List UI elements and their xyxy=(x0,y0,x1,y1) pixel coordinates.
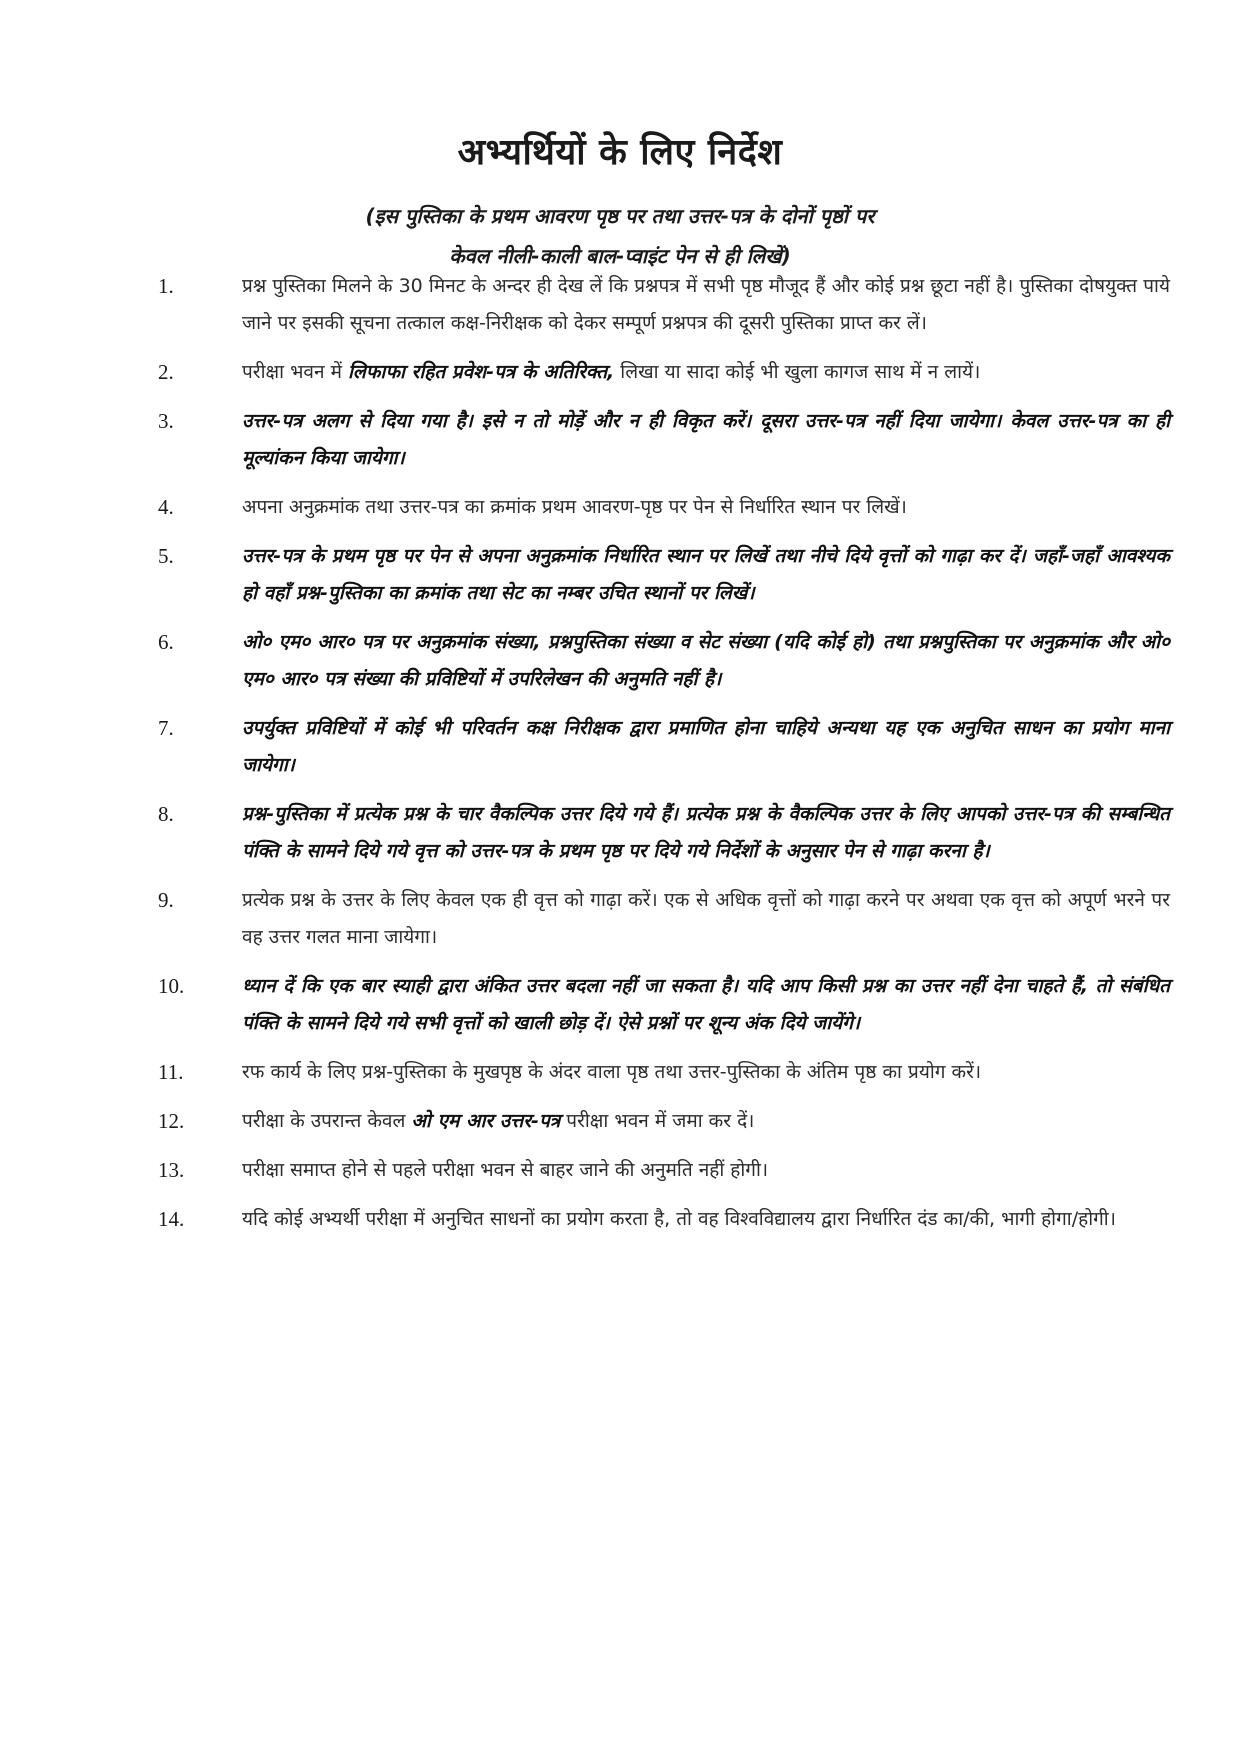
instruction-text-emphasis: उत्तर-पत्र अलग से दिया गया है। इसे न तो मोड़ें और न ही विकृत करें। दूसरा उत्तर-पत्र नहीं दिया जायेगा। केवल उत्तर-पत्र का ही मूल्यांकन किया जायेगा। xyxy=(242,410,1170,469)
instruction-item xyxy=(158,968,1170,1042)
subtitle-line-1: (इस पुस्तिका के प्रथम आवरण पृष्ठ पर तथा उत्तर-पत्र के दोनों पृष्ठों पर xyxy=(365,204,875,228)
instruction-number: 7. xyxy=(158,716,174,740)
instruction-number: 13. xyxy=(158,1158,185,1182)
instruction-text-segment: प्रश्न पुस्तिका मिलने के 30 मिनट के अन्दर ही देख लें कि प्रश्नपत्र में सभी पृष्ठ मौजूद हैं और कोई प्रश्न छूटा नहीं है। पुस्तिका दोषयुक्त पाये जाने पर इसकी सूचना तत्काल कक्ष-निरीक्षक को देकर सम्पूर्ण प्रश्नपत्र की दूसरी पुस्तिका प्राप्त कर लें। xyxy=(242,275,1170,334)
instruction-text xyxy=(242,1208,1116,1230)
instruction-number: 12. xyxy=(158,1109,185,1133)
instruction-text xyxy=(242,1159,768,1181)
instruction-number: 10. xyxy=(158,974,185,998)
instruction-text-segment: रफ कार्य के लिए प्रश्न-पुस्तिका के मुखपृष्ठ के अंदर वाला पृष्ठ तथा उत्तर-पुस्तिका के अंतिम पृष्ठ का प्रयोग करें। xyxy=(242,1061,982,1083)
instruction-item xyxy=(158,796,1170,870)
instruction-number: 14. xyxy=(158,1207,185,1231)
instruction-item xyxy=(158,710,1170,784)
subtitle-line-2: केवल नीली-काली बाल-प्वाइंट पेन से ही लिखें) xyxy=(449,244,791,268)
instruction-text xyxy=(242,361,980,383)
instruction-text xyxy=(242,631,1170,690)
instruction-text xyxy=(242,889,1170,948)
instruction-item xyxy=(158,1201,1170,1238)
instruction-text xyxy=(242,717,1170,776)
instruction-text xyxy=(242,275,1170,334)
instruction-item xyxy=(158,403,1170,477)
instruction-text xyxy=(242,975,1170,1034)
instruction-item xyxy=(158,1152,1170,1189)
page-title: अभ्यर्थियों के लिए निर्देश xyxy=(457,132,783,173)
instruction-text xyxy=(242,496,907,518)
instruction-number: 6. xyxy=(158,630,174,654)
instruction-text xyxy=(242,803,1170,862)
instruction-item xyxy=(158,538,1170,612)
instruction-number: 11. xyxy=(158,1060,184,1084)
instruction-item xyxy=(158,268,1170,342)
instruction-text xyxy=(242,545,1170,604)
instruction-text-segment: प्रत्येक प्रश्न के उत्तर के लिए केवल एक ही वृत्त को गाढ़ा करें। एक से अधिक वृत्तों को गाढ़ा करने पर अथवा एक वृत्त को अपूर्ण भरने पर वह उत्तर गलत माना जायेगा। xyxy=(242,889,1170,948)
instruction-text-segment: परीक्षा समाप्त होने से पहले परीक्षा भवन से बाहर जाने की अनुमति नहीं होगी। xyxy=(242,1159,769,1181)
instruction-text-emphasis: ओ एम आर उत्तर-पत्र xyxy=(411,1110,561,1132)
instruction-number: 9. xyxy=(158,888,174,912)
instruction-text-segment: परीक्षा भवन में xyxy=(242,361,348,383)
instruction-text-emphasis: उत्तर-पत्र के प्रथम पृष्ठ पर पेन से अपना अनुक्रमांक निर्धारित स्थान पर लिखें तथा नीचे दिये वृत्तों को गाढ़ा कर दें। जहाँ-जहाँ आवश्यक हो वहाँ प्रश्न-पुस्तिका का क्रमांक तथा सेट का नम्बर उचित स्थानों पर लिखें। xyxy=(242,545,1170,604)
instruction-text-emphasis: लिफाफा रहित प्रवेश-पत्र के अतिरिक्त, xyxy=(347,361,615,383)
instruction-number: 3. xyxy=(158,409,174,433)
instruction-number: 5. xyxy=(158,544,174,568)
instruction-text xyxy=(242,1061,981,1083)
instruction-text xyxy=(242,1110,754,1132)
instruction-text-segment: परीक्षा भवन में जमा कर दें। xyxy=(560,1110,755,1132)
instruction-text-emphasis: प्रश्न-पुस्तिका में प्रत्येक प्रश्न के चार वैकल्पिक उत्तर दिये गये हैं। प्रत्येक प्रश्न के वैकल्पिक उत्तर के लिए आपको उत्तर-पत्र की सम्बन्धित पंक्ति के सामने दिये गये वृत्त को उत्तर-पत्र के प्रथम पृष्ठ पर दिये गये निर्देशों के अनुसार पेन से गाढ़ा करना है। xyxy=(242,803,1170,862)
instructions-list xyxy=(158,268,1170,1250)
instruction-text-emphasis: ध्यान दें कि एक बार स्याही द्वारा अंकित उत्तर बदला नहीं जा सकता है। यदि आप किसी प्रश्न का उत्तर नहीं देना चाहते हैं, तो संबंधित पंक्ति के सामने दिये गये सभी वृत्तों को खाली छोड़ दें। ऐसे प्रश्नों पर शून्य अंक दिये जायेंगे। xyxy=(242,975,1170,1034)
instruction-text-emphasis: उपर्युक्त प्रविष्टियों में कोई भी परिवर्तन कक्ष निरीक्षक द्वारा प्रमाणित होना चाहिये अन्यथा यह एक अनुचित साधन का प्रयोग माना जायेगा। xyxy=(242,717,1170,776)
instruction-item xyxy=(158,1054,1170,1091)
instruction-number: 1. xyxy=(158,274,174,298)
instruction-number: 2. xyxy=(158,360,174,384)
instruction-item xyxy=(158,489,1170,526)
instruction-number: 8. xyxy=(158,802,174,826)
instruction-item xyxy=(158,624,1170,698)
page-subtitle xyxy=(0,196,1240,276)
instruction-item xyxy=(158,354,1170,391)
instruction-text xyxy=(242,410,1170,469)
instruction-text-segment: लिखा या सादा कोई भी खुला कागज साथ में न लायें। xyxy=(614,361,981,383)
instruction-text-segment: परीक्षा के उपरान्त केवल xyxy=(242,1110,412,1132)
instruction-text-segment: यदि कोई अभ्यर्थी परीक्षा में अनुचित साधनों का प्रयोग करता है, तो वह विश्वविद्यालय द्वारा निर्धारित दंड का/की, भागी होगा/होगी। xyxy=(242,1208,1116,1230)
instruction-text-segment: अपना अनुक्रमांक तथा उत्तर-पत्र का क्रमांक प्रथम आवरण-पृष्ठ पर पेन से निर्धारित स्थान पर लिखें। xyxy=(242,496,907,518)
instruction-item xyxy=(158,882,1170,956)
instruction-text-emphasis: ओ० एम० आर० पत्र पर अनुक्रमांक संख्या, प्रश्नपुस्तिका संख्या व सेट संख्या (यदि कोई हो) तथा प्रश्नपुस्तिका पर अनुक्रमांक और ओ० एम० आर० पत्र संख्या की प्रविष्टियों में उपरिलेखन की अनुमति नहीं है। xyxy=(242,631,1170,690)
instruction-number: 4. xyxy=(158,495,174,519)
instruction-item xyxy=(158,1103,1170,1140)
